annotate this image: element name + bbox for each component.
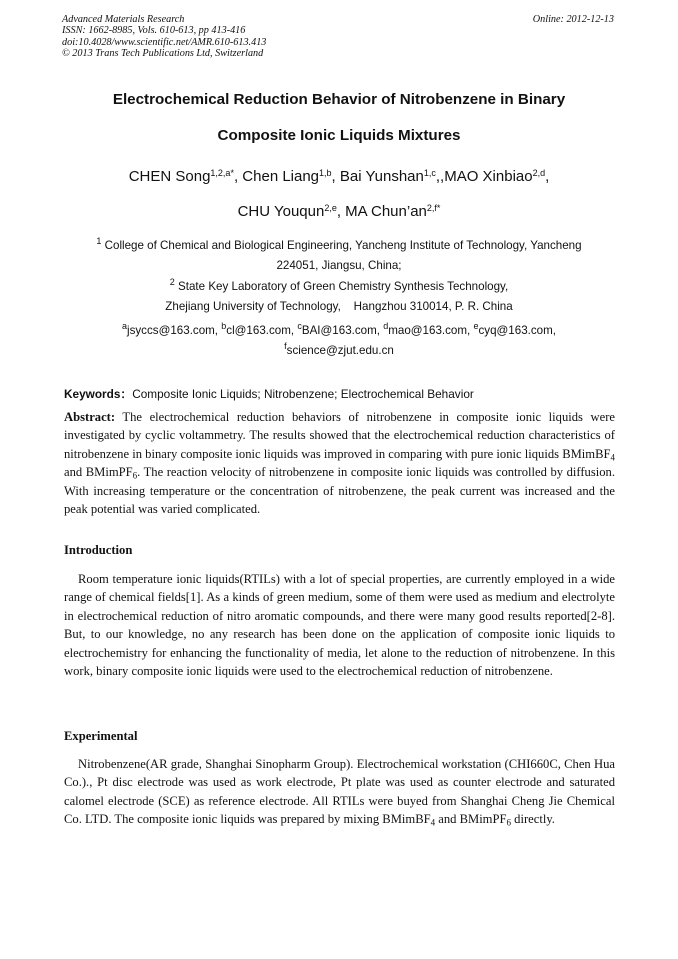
- email-mark: b: [221, 321, 227, 332]
- keywords: [64, 385, 616, 402]
- affiliation-mark: 1: [96, 236, 102, 247]
- experimental-paragraph: [64, 755, 615, 829]
- abstract-label: Abstract:: [64, 410, 116, 424]
- email: science@zjut.edu.cn: [286, 344, 394, 357]
- author-name: MAO Xinbiao: [444, 168, 533, 185]
- experimental-text: and BMimPF: [435, 812, 507, 827]
- email: cyq@163.com,: [478, 324, 556, 337]
- journal-header: [62, 14, 266, 60]
- author-affiliation-mark: 2,f*: [426, 203, 441, 214]
- affiliation-1: [62, 236, 616, 275]
- abstract: [64, 408, 615, 518]
- keywords-text: Composite Ionic Liquids; Nitrobenzene; Electrochemical Behavior: [132, 387, 474, 401]
- separator: ,: [336, 203, 346, 220]
- affiliation-1-line-2: 224051, Jiangsu, China;: [276, 259, 402, 272]
- journal-name: Advanced Materials Research: [62, 14, 185, 25]
- abstract-text: . The reaction velocity of nitrobenzene in composite ionic liquids was controlled by diffusion. With increasing temperature or the concentration of nitrobenzene, the peak current was increased and the peak potential was varied complicated.: [64, 465, 616, 517]
- section-heading-introduction: Introduction: [64, 543, 133, 557]
- experimental-text: Nitrobenzene(AR grade, Shanghai Sinopharm Group). Electrochemical workstation (CHI660C, Chen Hua Co.)., Pt disc electrode was used as work electrode, Pt plate was used as counter electrode and saturated calomel electrode (SCE) as reference electrode. All RTILs were buyed from Shanghai Cheng Jie Chemical Co. LTD. The composite ionic liquids was prepared by mixing BMimBF: [64, 757, 615, 827]
- paper-title-line-1: Electrochemical Reduction Behavior of Nitrobenzene in Binary: [112, 91, 566, 108]
- subscript: 4: [610, 452, 615, 463]
- email: jsyccs@163.com,: [127, 324, 222, 337]
- journal-issn: ISSN: 1662-8985, Vols. 610-613, pp 413-416: [62, 25, 246, 37]
- author-affiliation-mark: 1,2,a*: [210, 168, 234, 179]
- journal-doi: doi:10.4028/www.scientific.net/AMR.610-613.413: [62, 36, 267, 48]
- separator: ,: [233, 168, 243, 185]
- abstract-text: The electrochemical reduction behaviors of nitrobenzene in composite ionic liquids were investigated by cyclic voltammetry. The results showed that the electrochemical reduction characteristics of nitrobenzene in binary composite ionic liquids was improved in comparing with pure ionic liquids BMimBF: [64, 410, 615, 461]
- email: mao@163.com,: [388, 324, 474, 337]
- affiliation-text: College of Chemical and Biological Engineering, Yancheng Institute of Technology, Yancheng: [101, 239, 582, 252]
- email: cl@163.com,: [226, 324, 298, 337]
- subscript: 6: [132, 470, 138, 481]
- journal-copyright: © 2013 Trans Tech Publications Ltd, Switzerland: [62, 48, 264, 60]
- affiliation-2-line-1: [62, 277, 616, 297]
- affiliation-text: State Key Laboratory of Green Chemistry Synthesis Technology,: [174, 280, 509, 293]
- author-name: Chen Liang: [242, 168, 320, 185]
- author-list-line-1: [40, 168, 638, 185]
- email-mark: d: [383, 321, 389, 332]
- separator: ,: [331, 168, 340, 185]
- affiliation-2: [62, 277, 616, 316]
- experimental-text: directly.: [511, 812, 555, 827]
- affiliation-1-line-1: [62, 236, 616, 256]
- separator: ,,: [435, 168, 445, 185]
- email-mark: a: [122, 321, 128, 332]
- abstract-text: and BMimPF: [64, 465, 133, 480]
- author-affiliation-mark: 2,d: [532, 168, 546, 179]
- author-emails: [62, 321, 616, 361]
- author-affiliation-mark: 1,b: [319, 168, 332, 179]
- author-name: CHU Youqun: [237, 203, 325, 220]
- separator: ,: [545, 168, 550, 185]
- author-name: CHEN Song: [128, 168, 211, 185]
- author-affiliation-mark: 1,c: [423, 168, 436, 179]
- email: BAI@163.com,: [301, 324, 384, 337]
- email-mark: f: [284, 341, 287, 352]
- paper-title-line-2: Composite Ionic Liquids Mixtures: [217, 127, 461, 144]
- emails-line-2: [62, 341, 616, 361]
- keywords-label: Keywords：: [64, 387, 133, 401]
- author-list-line-2: [40, 203, 638, 220]
- subscript: 4: [430, 817, 436, 828]
- section-heading-experimental: Experimental: [64, 729, 138, 743]
- email-mark: c: [297, 321, 302, 332]
- emails-line-1: [62, 321, 616, 341]
- subscript: 6: [506, 817, 511, 828]
- introduction-paragraph: Room temperature ionic liquids(RTILs) with a lot of special properties, are currently employed in a wide range of chemical fields[1]. As a kinds of green medium, some of them were used as medium and electrolyte in electrochemical reduction of nitro aromatic compounds, and there were many good results reported[2-8]. But, to our knowledge, no any research has been done on the application of composite ionic liquids to electrochemistry for enhancing the functionality of media, let alone to the reduction of nitrobenzene. In this work, binary composite ionic liquids were used to the electrochemical reduction of nitrobenzene.: [64, 572, 615, 679]
- email-mark: e: [473, 321, 479, 332]
- author-name: MA Chun’an: [345, 203, 427, 220]
- author-name: Bai Yunshan: [339, 168, 424, 185]
- affiliation-2-line-2: Zhejiang University of Technology, Hangzhou 310014, P. R. China: [165, 300, 513, 313]
- author-affiliation-mark: 2,e: [324, 203, 337, 214]
- online-date: Online: 2012-12-13: [532, 14, 614, 25]
- affiliation-mark: 2: [169, 277, 175, 288]
